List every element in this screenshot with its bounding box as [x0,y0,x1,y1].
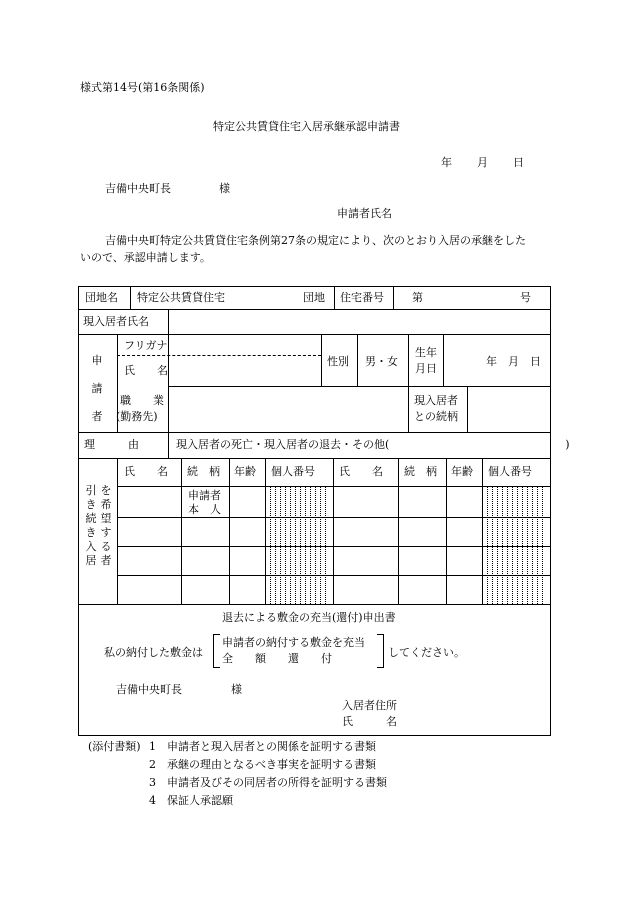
form-title: 特定公共賃貸住宅入居承継承認申請書 [213,120,400,133]
header-age-1: 年齢 [234,465,256,478]
date-year: 年 [441,156,452,169]
header-number-1: 個人番号 [271,465,315,478]
reason-label: 理 由 [84,438,139,451]
attachment-text-4: 保証人承認願 [167,794,233,807]
attachment-num-2: 2 [149,758,156,771]
resident-address-label: 入居者住所 [342,699,397,712]
date-month: 月 [477,156,488,169]
applicant-name-label: 申請者氏名 [337,207,392,220]
attachments-label: (添付書類) [88,740,141,753]
furigana-label: フリガナ [124,339,168,352]
complex-name-value: 特定公共賃貸住宅 [137,291,225,304]
attachment-text-1: 申請者と現入居者との関係を証明する書類 [167,740,376,753]
deposit-title: 退去による敷金の充当(還付)申出書 [222,611,396,624]
deposit-option-2: 全 額 還 付 [222,652,332,665]
successor-label-col1: 引 き 続 き 入 居 [85,484,97,567]
form-number: 様式第14号(第16条関係) [80,81,205,94]
attachment-text-3: 申請者及びその同居者の所得を証明する書類 [167,776,387,789]
successor-label-col2: を 希 望 す る 者 [100,484,112,567]
birthdate-placeholder: 年 月 日 [486,355,541,368]
addressee-honorific: 様 [219,182,230,195]
attachment-num-3: 3 [149,776,156,789]
date-day: 日 [513,156,524,169]
bracket-left [213,634,220,668]
body-line-2: いので、承認申請します。 [80,251,211,264]
unit-prefix: 第 [412,291,423,304]
attachment-num-4: 4 [149,794,156,807]
complex-name-label: 団地名 [85,291,118,304]
header-name-1: 氏 名 [124,465,168,478]
current-resident-label: 現入居者氏名 [83,315,149,328]
body-line-1: 吉備中央町特定公共賃貸住宅条例第27条の規定により、次のとおり入居の承継をした [105,234,526,247]
deposit-suffix: してください。 [388,646,465,659]
applicant-name-field-label: 氏 名 [124,364,168,377]
header-relation-2: 続 柄 [404,465,437,478]
occupation-label-top: 職 業 [120,394,164,407]
occupation-label-bottom: (勤務先) [116,410,158,423]
attachment-num-1: 1 [149,740,156,753]
birthdate-label-top: 生年 [415,346,437,359]
bracket-right [377,634,384,668]
relation-label-bottom: との続柄 [414,410,458,423]
relation-label-top: 現入居者 [414,394,458,407]
first-relation-bottom: 本 人 [188,503,221,516]
deposit-prefix: 私の納付した敷金は [104,646,203,659]
header-age-2: 年齢 [451,465,473,478]
sex-options: 男・女 [365,355,398,368]
header-relation-1: 続 柄 [187,465,220,478]
first-relation-top: 申請者 [188,489,221,502]
resident-name-label: 氏 名 [342,715,397,728]
unit-suffix: 号 [520,291,531,304]
birthdate-label-bottom: 月日 [415,362,437,375]
deposit-honorific: 様 [231,683,242,696]
attachment-text-2: 承継の理由となるべき事実を証明する書類 [167,758,376,771]
deposit-option-1: 申請者の納付する敷金を充当 [222,636,365,649]
header-number-2: 個人番号 [488,465,532,478]
addressee-name: 吉備中央町長 [105,182,171,195]
complex-suffix: 団地 [303,291,325,304]
deposit-addressee: 吉備中央町長 [116,683,182,696]
applicant-label: 申 請 者 [91,354,103,423]
sex-label: 性別 [327,355,349,368]
unit-number-label: 住宅番号 [340,291,384,304]
reason-value: 現入居者の死亡・現入居者の退去・その他( ) [176,438,570,451]
header-name-2: 氏 名 [339,465,383,478]
